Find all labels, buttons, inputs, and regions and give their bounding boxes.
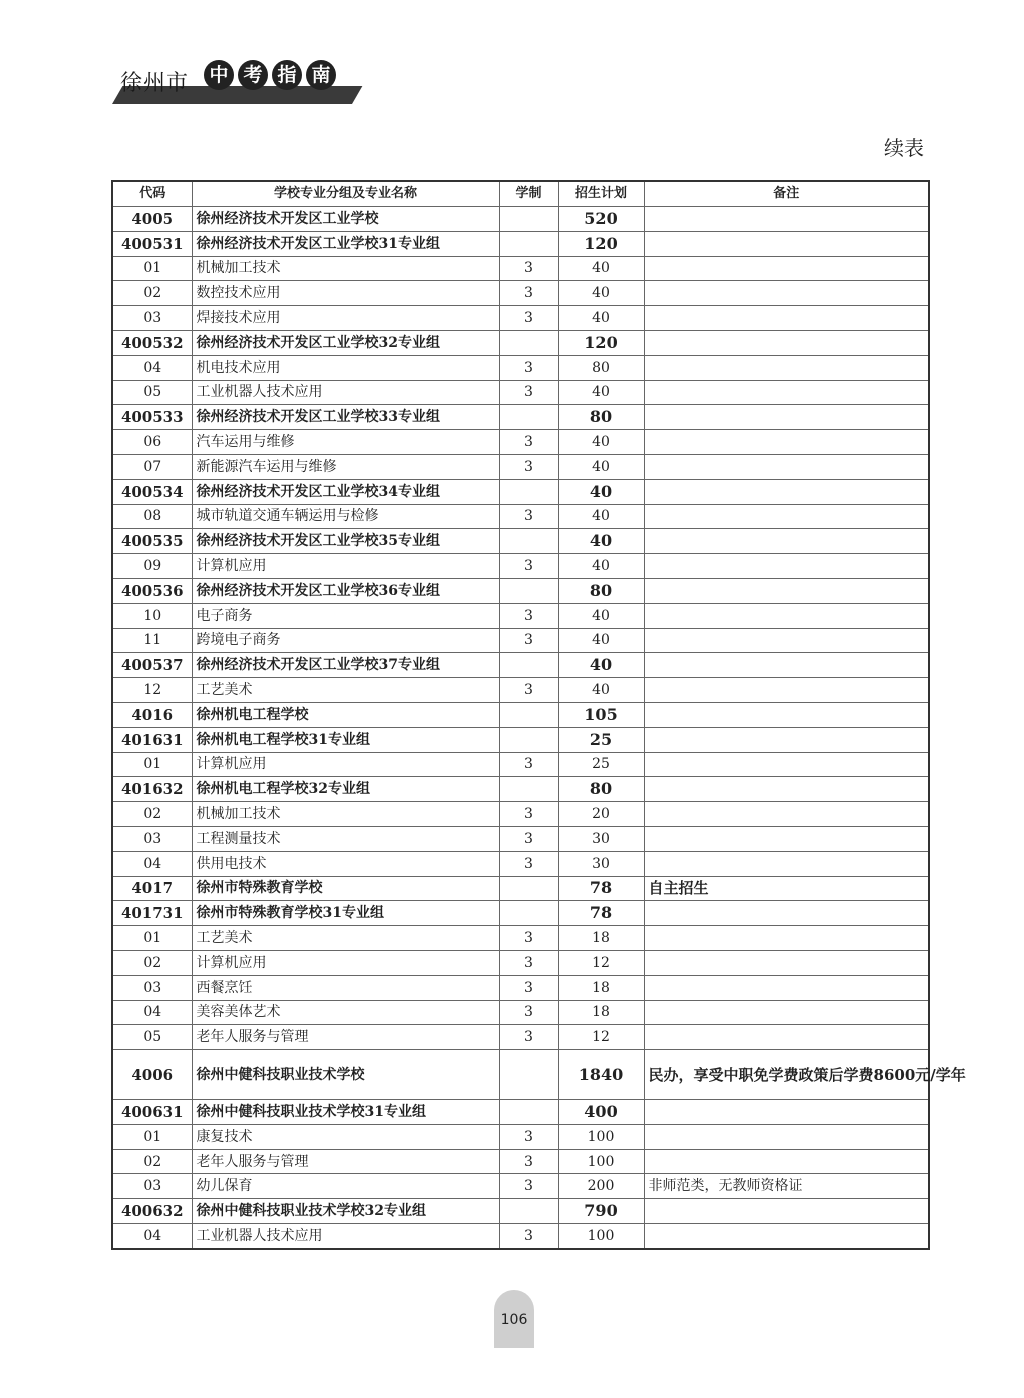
years-cell [499, 231, 558, 256]
name-cell: 老年人服务与管理 [192, 1025, 499, 1050]
code-cell: 400534 [112, 479, 192, 504]
note-cell [644, 1124, 929, 1149]
note-cell: 民办，享受中职免学费政策后学费8600元/学年 [644, 1050, 929, 1100]
name-cell: 西餐烹饪 [192, 975, 499, 1000]
group-row [112, 702, 929, 727]
years-cell [499, 876, 558, 901]
major-row [112, 430, 929, 455]
note-cell [644, 380, 929, 405]
plan-cell: 40 [558, 430, 644, 455]
years-cell: 3 [499, 628, 558, 653]
major-row [112, 851, 929, 876]
note-cell [644, 678, 929, 703]
name-cell: 老年人服务与管理 [192, 1149, 499, 1174]
major-row [112, 554, 929, 579]
years-cell: 3 [499, 554, 558, 579]
name-cell: 徐州经济技术开发区工业学校37专业组 [192, 653, 499, 678]
code-cell: 04 [112, 1000, 192, 1025]
page-number-tab [494, 1290, 534, 1348]
banner-char: 考 [238, 60, 268, 90]
note-cell [644, 1224, 929, 1249]
name-cell: 计算机应用 [192, 752, 499, 777]
note-cell [644, 802, 929, 827]
major-row [112, 628, 929, 653]
years-cell: 3 [499, 826, 558, 851]
group-row [112, 529, 929, 554]
code-cell: 4016 [112, 702, 192, 727]
years-cell: 3 [499, 802, 558, 827]
banner-city: 徐州市 [120, 71, 190, 96]
name-cell: 徐州市特殊教育学校 [192, 876, 499, 901]
note-cell [644, 306, 929, 331]
major-row [112, 1149, 929, 1174]
note-cell [644, 578, 929, 603]
note-cell [644, 702, 929, 727]
years-cell: 3 [499, 1174, 558, 1199]
note-cell [644, 653, 929, 678]
code-cell: 400531 [112, 231, 192, 256]
code-cell: 02 [112, 950, 192, 975]
major-row [112, 281, 929, 306]
note-cell [644, 1025, 929, 1050]
major-row [112, 1224, 929, 1249]
plan-cell: 40 [558, 603, 644, 628]
plan-cell: 40 [558, 529, 644, 554]
note-cell [644, 777, 929, 802]
code-cell: 02 [112, 1149, 192, 1174]
code-cell: 400533 [112, 405, 192, 430]
group-row [112, 207, 929, 232]
name-cell: 徐州经济技术开发区工业学校34专业组 [192, 479, 499, 504]
plan-cell: 100 [558, 1149, 644, 1174]
code-cell: 401632 [112, 777, 192, 802]
years-cell [499, 529, 558, 554]
years-cell: 3 [499, 380, 558, 405]
code-cell: 03 [112, 306, 192, 331]
name-cell: 徐州市特殊教育学校31专业组 [192, 901, 499, 926]
name-cell: 计算机应用 [192, 554, 499, 579]
note-cell [644, 330, 929, 355]
name-cell: 汽车运用与维修 [192, 430, 499, 455]
group-row [112, 1050, 929, 1100]
code-cell: 04 [112, 355, 192, 380]
code-cell: 12 [112, 678, 192, 703]
plan-cell: 1840 [558, 1050, 644, 1100]
plan-cell: 20 [558, 802, 644, 827]
years-cell: 3 [499, 306, 558, 331]
column-header-name: 学校专业分组及专业名称 [192, 181, 499, 207]
code-cell: 400536 [112, 578, 192, 603]
name-cell: 工程测量技术 [192, 826, 499, 851]
plan-cell: 100 [558, 1124, 644, 1149]
note-cell [644, 207, 929, 232]
banner-title [204, 60, 336, 90]
years-cell: 3 [499, 1000, 558, 1025]
code-cell: 04 [112, 1224, 192, 1249]
group-row [112, 653, 929, 678]
group-row [112, 777, 929, 802]
plan-cell: 40 [558, 454, 644, 479]
code-cell: 03 [112, 975, 192, 1000]
group-row [112, 1199, 929, 1224]
code-cell: 01 [112, 256, 192, 281]
years-cell [499, 901, 558, 926]
plan-cell: 40 [558, 628, 644, 653]
name-cell: 供用电技术 [192, 851, 499, 876]
group-row [112, 578, 929, 603]
plan-cell: 790 [558, 1199, 644, 1224]
years-cell [499, 479, 558, 504]
continued-label: 续表 [884, 136, 924, 160]
major-row [112, 752, 929, 777]
note-cell [644, 1000, 929, 1025]
name-cell: 美容美体艺术 [192, 1000, 499, 1025]
plan-cell: 40 [558, 678, 644, 703]
years-cell [499, 207, 558, 232]
plan-cell: 80 [558, 777, 644, 802]
name-cell: 机械加工技术 [192, 802, 499, 827]
name-cell: 徐州机电工程学校32专业组 [192, 777, 499, 802]
name-cell: 工业机器人技术应用 [192, 1224, 499, 1249]
note-cell [644, 479, 929, 504]
name-cell: 工艺美术 [192, 926, 499, 951]
code-cell: 4006 [112, 1050, 192, 1100]
group-row [112, 727, 929, 752]
name-cell: 电子商务 [192, 603, 499, 628]
years-cell: 3 [499, 1149, 558, 1174]
code-cell: 03 [112, 826, 192, 851]
note-cell: 非师范类，无教师资格证 [644, 1174, 929, 1199]
table-header-row [112, 181, 929, 207]
group-row [112, 330, 929, 355]
note-cell [644, 355, 929, 380]
plan-cell: 40 [558, 281, 644, 306]
name-cell: 幼儿保育 [192, 1174, 499, 1199]
name-cell: 徐州经济技术开发区工业学校35专业组 [192, 529, 499, 554]
years-cell: 3 [499, 975, 558, 1000]
plan-cell: 80 [558, 355, 644, 380]
code-cell: 02 [112, 802, 192, 827]
plan-cell: 120 [558, 231, 644, 256]
name-cell: 徐州经济技术开发区工业学校33专业组 [192, 405, 499, 430]
code-cell: 400532 [112, 330, 192, 355]
name-cell: 徐州经济技术开发区工业学校31专业组 [192, 231, 499, 256]
note-cell [644, 901, 929, 926]
major-row [112, 678, 929, 703]
code-cell: 10 [112, 603, 192, 628]
years-cell: 3 [499, 355, 558, 380]
note-cell [644, 1149, 929, 1174]
note-cell [644, 256, 929, 281]
name-cell: 跨境电子商务 [192, 628, 499, 653]
note-cell [644, 851, 929, 876]
note-cell [644, 430, 929, 455]
years-cell [499, 1199, 558, 1224]
major-row [112, 975, 929, 1000]
plan-cell: 12 [558, 1025, 644, 1050]
years-cell: 3 [499, 1224, 558, 1249]
plan-cell: 105 [558, 702, 644, 727]
note-cell: 自主招生 [644, 876, 929, 901]
years-cell [499, 1050, 558, 1100]
code-cell: 4017 [112, 876, 192, 901]
note-cell [644, 950, 929, 975]
major-row [112, 1124, 929, 1149]
major-row [112, 950, 929, 975]
code-cell: 05 [112, 380, 192, 405]
code-cell: 08 [112, 504, 192, 529]
group-row [112, 1100, 929, 1125]
code-cell: 400631 [112, 1100, 192, 1125]
years-cell: 3 [499, 752, 558, 777]
note-cell [644, 504, 929, 529]
group-row [112, 231, 929, 256]
plan-cell: 12 [558, 950, 644, 975]
code-cell: 11 [112, 628, 192, 653]
plan-cell: 40 [558, 479, 644, 504]
banner-char: 指 [272, 60, 302, 90]
years-cell [499, 578, 558, 603]
code-cell: 06 [112, 430, 192, 455]
code-cell: 400535 [112, 529, 192, 554]
years-cell: 3 [499, 1025, 558, 1050]
note-cell [644, 454, 929, 479]
group-row [112, 405, 929, 430]
code-cell: 02 [112, 281, 192, 306]
years-cell [499, 330, 558, 355]
column-header-code: 代码 [112, 181, 192, 207]
major-row [112, 454, 929, 479]
name-cell: 数控技术应用 [192, 281, 499, 306]
name-cell: 徐州中健科技职业技术学校31专业组 [192, 1100, 499, 1125]
major-row [112, 1000, 929, 1025]
years-cell: 3 [499, 926, 558, 951]
name-cell: 城市轨道交通车辆运用与检修 [192, 504, 499, 529]
group-row [112, 876, 929, 901]
page-number: 106 [500, 1312, 528, 1328]
code-cell: 401631 [112, 727, 192, 752]
years-cell: 3 [499, 454, 558, 479]
plan-cell: 40 [558, 653, 644, 678]
group-row [112, 901, 929, 926]
group-row [112, 479, 929, 504]
name-cell: 机电技术应用 [192, 355, 499, 380]
major-row [112, 603, 929, 628]
column-header-note: 备注 [644, 181, 929, 207]
name-cell: 计算机应用 [192, 950, 499, 975]
banner-char: 南 [306, 60, 336, 90]
major-row [112, 1174, 929, 1199]
note-cell [644, 529, 929, 554]
name-cell: 徐州经济技术开发区工业学校32专业组 [192, 330, 499, 355]
years-cell: 3 [499, 430, 558, 455]
name-cell: 徐州中健科技职业技术学校 [192, 1050, 499, 1100]
name-cell: 徐州中健科技职业技术学校32专业组 [192, 1199, 499, 1224]
banner-char: 中 [204, 60, 234, 90]
years-cell: 3 [499, 851, 558, 876]
code-cell: 400632 [112, 1199, 192, 1224]
note-cell [644, 628, 929, 653]
plan-cell: 520 [558, 207, 644, 232]
note-cell [644, 231, 929, 256]
note-cell [644, 752, 929, 777]
major-row [112, 355, 929, 380]
years-cell: 3 [499, 950, 558, 975]
plan-cell: 40 [558, 380, 644, 405]
years-cell [499, 653, 558, 678]
note-cell [644, 603, 929, 628]
plan-cell: 400 [558, 1100, 644, 1125]
enrollment-table [111, 180, 966, 1250]
code-cell: 4005 [112, 207, 192, 232]
major-row [112, 802, 929, 827]
plan-cell: 78 [558, 901, 644, 926]
note-cell [644, 975, 929, 1000]
note-cell [644, 405, 929, 430]
years-cell: 3 [499, 504, 558, 529]
name-cell: 机械加工技术 [192, 256, 499, 281]
code-cell: 01 [112, 752, 192, 777]
years-cell: 3 [499, 678, 558, 703]
note-cell [644, 1100, 929, 1125]
plan-cell: 40 [558, 306, 644, 331]
code-cell: 09 [112, 554, 192, 579]
years-cell [499, 1100, 558, 1125]
table-body [112, 207, 966, 1249]
major-row [112, 826, 929, 851]
years-cell [499, 702, 558, 727]
major-row [112, 256, 929, 281]
name-cell: 徐州经济技术开发区工业学校 [192, 207, 499, 232]
plan-cell: 200 [558, 1174, 644, 1199]
code-cell: 04 [112, 851, 192, 876]
plan-cell: 40 [558, 554, 644, 579]
plan-cell: 120 [558, 330, 644, 355]
code-cell: 01 [112, 1124, 192, 1149]
years-cell: 3 [499, 1124, 558, 1149]
name-cell: 徐州机电工程学校 [192, 702, 499, 727]
header-banner [112, 58, 352, 108]
name-cell: 工艺美术 [192, 678, 499, 703]
name-cell: 徐州机电工程学校31专业组 [192, 727, 499, 752]
name-cell: 焊接技术应用 [192, 306, 499, 331]
plan-cell: 40 [558, 504, 644, 529]
plan-cell: 25 [558, 752, 644, 777]
plan-cell: 80 [558, 578, 644, 603]
major-row [112, 504, 929, 529]
plan-cell: 30 [558, 851, 644, 876]
note-cell [644, 826, 929, 851]
code-cell: 07 [112, 454, 192, 479]
years-cell: 3 [499, 603, 558, 628]
note-cell [644, 926, 929, 951]
note-cell [644, 1199, 929, 1224]
major-row [112, 380, 929, 405]
plan-cell: 78 [558, 876, 644, 901]
plan-cell: 25 [558, 727, 644, 752]
major-row [112, 926, 929, 951]
name-cell: 康复技术 [192, 1124, 499, 1149]
plan-cell: 100 [558, 1224, 644, 1249]
code-cell: 03 [112, 1174, 192, 1199]
code-cell: 05 [112, 1025, 192, 1050]
years-cell: 3 [499, 256, 558, 281]
years-cell [499, 405, 558, 430]
name-cell: 工业机器人技术应用 [192, 380, 499, 405]
years-cell: 3 [499, 281, 558, 306]
plan-cell: 18 [558, 975, 644, 1000]
plan-cell: 18 [558, 1000, 644, 1025]
major-row [112, 306, 929, 331]
code-cell: 400537 [112, 653, 192, 678]
column-header-years: 学制 [499, 181, 558, 207]
plan-cell: 40 [558, 256, 644, 281]
note-cell [644, 281, 929, 306]
major-row [112, 1025, 929, 1050]
note-cell [644, 727, 929, 752]
years-cell [499, 727, 558, 752]
name-cell: 徐州经济技术开发区工业学校36专业组 [192, 578, 499, 603]
plan-cell: 30 [558, 826, 644, 851]
code-cell: 401731 [112, 901, 192, 926]
column-header-plan: 招生计划 [558, 181, 644, 207]
note-cell [644, 554, 929, 579]
plan-cell: 80 [558, 405, 644, 430]
name-cell: 新能源汽车运用与维修 [192, 454, 499, 479]
plan-cell: 18 [558, 926, 644, 951]
code-cell: 01 [112, 926, 192, 951]
years-cell [499, 777, 558, 802]
